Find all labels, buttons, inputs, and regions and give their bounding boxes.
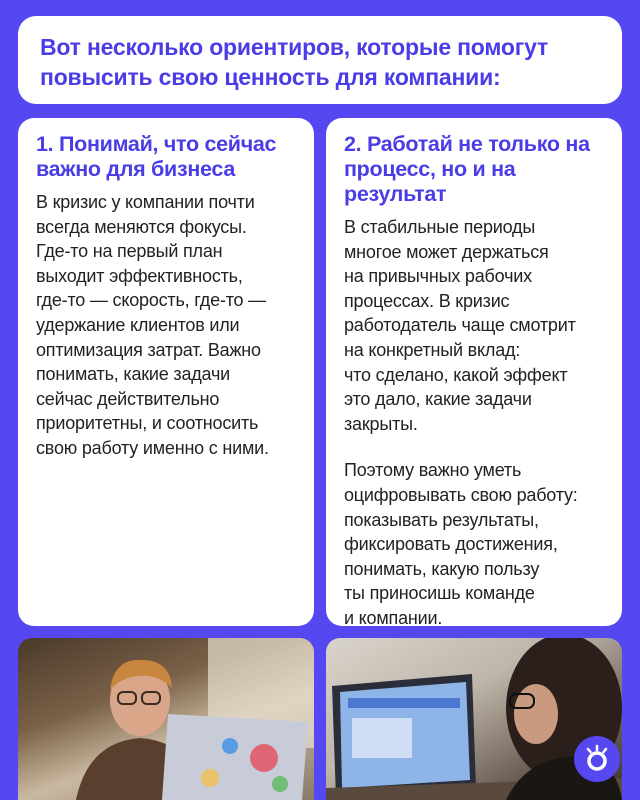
brand-logo-icon <box>582 744 612 774</box>
tip-text-2: В стабильные периоды многое может держаться на привычных рабочих процессах. В кризис работодатель чаще смотрит на конкретный вклад: что сделано, какой эффект это дало, какие задачи закрыты. <box>344 217 576 434</box>
man-with-laptop-illustration <box>18 638 314 800</box>
brand-logo <box>574 736 620 782</box>
header-card <box>18 16 622 104</box>
tip-title-2: 2. Работай не только на процесс, но и на результат <box>344 132 590 206</box>
tip-title-1: 1. Понимай, что сейчас важно для бизнеса <box>36 132 277 181</box>
page-title: Вот несколько ориентиров, которые помогут повысить свою ценность для компании: <box>40 34 549 90</box>
man-with-laptop-photo <box>18 638 314 800</box>
woman-at-laptop-photo <box>326 638 622 800</box>
tip-text-2b: Поэтому важно уметь оцифровывать свою работу: показывать результаты, фиксировать достижения, понимать, какую пользу ты приносишь команде и компании. <box>344 460 578 628</box>
woman-at-laptop-illustration <box>326 638 622 800</box>
tip-card-1 <box>18 118 314 626</box>
tip-text-1: В кризис у компании почти всегда меняются фокусы. Где-то на первый план выходит эффективность, где-то — скорость, где-то — удержание клиентов или оптимизация затрат. Важно понимать, какие задачи сейчас действительно приоритетны, и соотносить свою работу именно с ними. <box>36 192 269 458</box>
tip-card-2 <box>326 118 622 626</box>
